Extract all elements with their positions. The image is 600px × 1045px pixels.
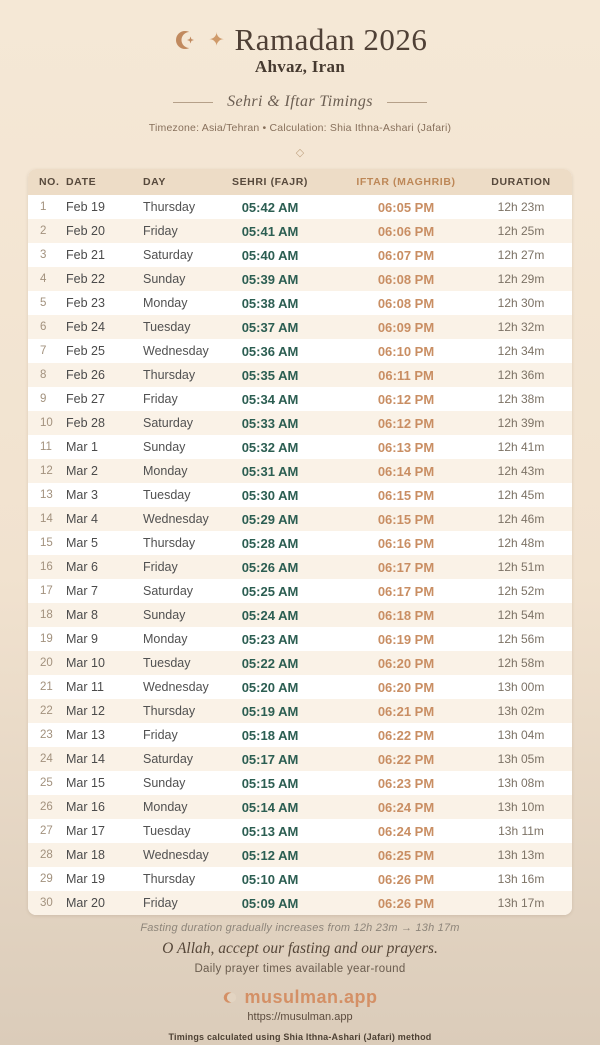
timings-table-body — [28, 195, 572, 915]
row-number: 6 — [40, 321, 47, 333]
table-row — [28, 411, 572, 435]
row-iftar-time: 06:14 PM — [377, 463, 435, 479]
row-date: Feb 23 — [66, 296, 105, 310]
row-number: 12 — [40, 465, 53, 477]
row-iftar-time: 06:17 PM — [377, 583, 435, 599]
table-header — [28, 169, 572, 195]
row-day: Monday — [143, 464, 188, 478]
row-sehri-time: 05:18 AM — [241, 727, 299, 743]
row-duration: 12h 56m — [497, 632, 545, 646]
row-day: Monday — [143, 632, 188, 646]
divider-line — [387, 102, 427, 103]
row-iftar-time: 06:20 PM — [377, 655, 435, 671]
row-iftar-time: 06:24 PM — [377, 823, 435, 839]
row-date: Mar 8 — [66, 608, 98, 622]
row-number: 25 — [40, 777, 53, 789]
table-row — [28, 531, 572, 555]
row-date: Mar 18 — [66, 848, 105, 862]
row-iftar-time: 06:07 PM — [377, 247, 435, 263]
row-duration: 12h 27m — [497, 248, 545, 262]
table-row — [28, 363, 572, 387]
table-row — [28, 219, 572, 243]
timings-table-card — [28, 169, 572, 915]
row-number: 19 — [40, 633, 53, 645]
row-number: 21 — [40, 681, 53, 693]
fasting-duration-note: Fasting duration gradually increases from 12h 23m → 13h 17m — [140, 922, 460, 934]
row-iftar-time: 06:24 PM — [377, 799, 435, 815]
table-row — [28, 459, 572, 483]
row-number: 3 — [40, 249, 47, 261]
row-number: 15 — [40, 537, 53, 549]
row-sehri-time: 05:42 AM — [241, 199, 299, 215]
row-duration: 13h 00m — [497, 680, 545, 694]
table-row — [28, 555, 572, 579]
row-iftar-time: 06:09 PM — [377, 319, 435, 335]
row-date: Mar 6 — [66, 560, 98, 574]
row-iftar-time: 06:08 PM — [377, 271, 435, 287]
row-day: Sunday — [143, 272, 186, 286]
row-date: Feb 20 — [66, 224, 105, 238]
row-day: Monday — [143, 800, 188, 814]
column-header-sehri: SEHRI (FAJR) — [214, 169, 326, 195]
row-sehri-time: 05:24 AM — [241, 607, 299, 623]
row-iftar-time: 06:26 PM — [377, 895, 435, 911]
row-duration: 12h 52m — [497, 584, 545, 598]
row-iftar-time: 06:22 PM — [377, 751, 435, 767]
table-row — [28, 267, 572, 291]
row-number: 24 — [40, 753, 53, 765]
row-iftar-time: 06:16 PM — [377, 535, 435, 551]
table-row — [28, 579, 572, 603]
row-number: 16 — [40, 561, 53, 573]
row-day: Friday — [143, 896, 178, 910]
row-duration: 12h 32m — [497, 320, 545, 334]
row-iftar-time: 06:22 PM — [377, 727, 435, 743]
row-iftar-time: 06:25 PM — [377, 847, 435, 863]
row-iftar-time: 06:06 PM — [377, 223, 435, 239]
availability-note: Daily prayer times available year-round — [194, 963, 406, 975]
row-day: Thursday — [143, 872, 196, 886]
row-number: 9 — [40, 393, 47, 405]
sparkle-icon: ✦ — [208, 30, 225, 51]
diamond-ornament-icon: ◇ — [295, 147, 305, 159]
row-iftar-time: 06:11 PM — [378, 367, 434, 383]
row-sehri-time: 05:31 AM — [241, 463, 299, 479]
row-sehri-time: 05:26 AM — [241, 559, 299, 575]
row-date: Mar 15 — [66, 776, 105, 790]
row-sehri-time: 05:25 AM — [241, 583, 299, 599]
table-row — [28, 603, 572, 627]
row-iftar-time: 06:15 PM — [377, 487, 435, 503]
row-duration: 13h 11m — [498, 824, 544, 838]
row-number: 8 — [40, 369, 47, 381]
row-number: 18 — [40, 609, 53, 621]
row-date: Feb 24 — [66, 320, 105, 334]
row-day: Saturday — [143, 416, 194, 430]
row-date: Feb 27 — [66, 392, 105, 406]
row-day: Thursday — [143, 368, 196, 382]
table-row — [28, 339, 572, 363]
calculation-method-note: Timings calculated using Shia Ithna-Ashari (Jafari) method — [168, 1032, 432, 1042]
row-date: Mar 12 — [66, 704, 105, 718]
brand-name: musulman.app — [244, 987, 378, 1007]
page-header — [0, 0, 600, 159]
row-day: Sunday — [143, 776, 186, 790]
row-duration: 12h 58m — [497, 656, 545, 670]
row-duration: 13h 04m — [497, 728, 545, 742]
row-iftar-time: 06:19 PM — [377, 631, 435, 647]
row-number: 7 — [40, 345, 47, 357]
row-sehri-time: 05:19 AM — [241, 703, 299, 719]
row-date: Feb 22 — [66, 272, 105, 286]
row-iftar-time: 06:15 PM — [377, 511, 435, 527]
row-date: Mar 11 — [66, 680, 104, 694]
row-sehri-time: 05:30 AM — [241, 487, 299, 503]
table-row — [28, 627, 572, 651]
row-date: Mar 7 — [66, 584, 98, 598]
row-date: Mar 14 — [66, 752, 105, 766]
row-number: 2 — [40, 225, 47, 237]
row-number: 27 — [40, 825, 53, 837]
row-sehri-time: 05:14 AM — [241, 799, 299, 815]
row-duration: 12h 36m — [497, 368, 545, 382]
row-duration: 13h 17m — [497, 896, 545, 910]
table-row — [28, 651, 572, 675]
row-number: 26 — [40, 801, 53, 813]
row-duration: 12h 54m — [497, 608, 545, 622]
timezone-calculation-meta: Timezone: Asia/Tehran • Calculation: Shia Ithna-Ashari (Jafari) — [148, 122, 452, 134]
row-number: 17 — [40, 585, 53, 597]
row-number: 14 — [40, 513, 53, 525]
row-duration: 12h 30m — [497, 296, 545, 310]
row-sehri-time: 05:20 AM — [241, 679, 299, 695]
row-sehri-time: 05:32 AM — [241, 439, 299, 455]
row-duration: 13h 10m — [497, 800, 545, 814]
row-iftar-time: 06:21 PM — [377, 703, 435, 719]
row-duration: 13h 13m — [497, 848, 545, 862]
row-sehri-time: 05:37 AM — [241, 319, 299, 335]
row-iftar-time: 06:12 PM — [377, 391, 435, 407]
row-day: Saturday — [143, 752, 194, 766]
row-day: Sunday — [143, 608, 186, 622]
row-date: Mar 13 — [66, 728, 105, 742]
row-duration: 12h 46m — [497, 512, 545, 526]
column-header-iftar: IFTAR (MAGHRIB) — [326, 169, 486, 195]
row-number: 22 — [40, 705, 53, 717]
row-sehri-time: 05:39 AM — [241, 271, 299, 287]
row-iftar-time: 06:13 PM — [377, 439, 435, 455]
table-row — [28, 771, 572, 795]
row-duration: 12h 45m — [497, 488, 545, 502]
row-day: Saturday — [143, 248, 194, 262]
table-row — [28, 387, 572, 411]
row-day: Friday — [143, 728, 178, 742]
row-iftar-time: 06:05 PM — [377, 199, 435, 215]
column-header-date: DATE — [66, 169, 143, 195]
row-day: Wednesday — [143, 344, 209, 358]
row-duration: 12h 39m — [497, 416, 545, 430]
row-duration: 12h 48m — [497, 536, 545, 550]
column-header-day: DAY — [143, 169, 214, 195]
row-sehri-time: 05:29 AM — [241, 511, 299, 527]
row-day: Thursday — [143, 200, 196, 214]
table-row — [28, 795, 572, 819]
row-number: 11 — [40, 441, 52, 453]
row-date: Mar 5 — [66, 536, 98, 550]
row-iftar-time: 06:23 PM — [377, 775, 435, 791]
row-iftar-time: 06:18 PM — [377, 607, 435, 623]
row-day: Friday — [143, 392, 178, 406]
row-sehri-time: 05:33 AM — [241, 415, 299, 431]
row-date: Feb 21 — [66, 248, 105, 262]
row-number: 13 — [40, 489, 53, 501]
column-header-no: NO. — [28, 169, 66, 195]
row-day: Saturday — [143, 584, 194, 598]
row-date: Mar 19 — [66, 872, 105, 886]
table-row — [28, 843, 572, 867]
row-sehri-time: 05:22 AM — [241, 655, 299, 671]
row-number: 30 — [40, 897, 53, 909]
timings-table — [28, 169, 572, 915]
row-date: Mar 9 — [66, 632, 98, 646]
row-day: Wednesday — [143, 848, 209, 862]
row-day: Thursday — [143, 704, 196, 718]
table-row — [28, 675, 572, 699]
table-row — [28, 483, 572, 507]
brand-url: https://musulman.app — [247, 1011, 353, 1023]
row-duration: 13h 08m — [497, 776, 545, 790]
row-duration: 12h 41m — [497, 440, 545, 454]
row-date: Feb 25 — [66, 344, 105, 358]
row-duration: 12h 38m — [497, 392, 545, 406]
dua-text: O Allah, accept our fasting and our prayers. — [162, 940, 438, 957]
row-day: Friday — [143, 560, 178, 574]
table-row — [28, 867, 572, 891]
subtitle: Sehri & Iftar Timings — [227, 93, 373, 110]
row-sehri-time: 05:35 AM — [241, 367, 299, 383]
row-number: 20 — [40, 657, 53, 669]
row-iftar-time: 06:08 PM — [377, 295, 435, 311]
row-sehri-time: 05:40 AM — [241, 247, 299, 263]
row-number: 10 — [40, 417, 53, 429]
row-duration: 12h 29m — [497, 272, 545, 286]
row-day: Tuesday — [143, 320, 191, 334]
row-date: Mar 17 — [66, 824, 105, 838]
table-row — [28, 291, 572, 315]
row-sehri-time: 05:09 AM — [241, 895, 299, 911]
row-number: 1 — [40, 201, 47, 213]
row-day: Monday — [143, 296, 188, 310]
row-sehri-time: 05:12 AM — [241, 847, 299, 863]
row-iftar-time: 06:17 PM — [377, 559, 435, 575]
subtitle-divider — [0, 93, 600, 111]
row-sehri-time: 05:28 AM — [241, 535, 299, 551]
row-duration: 12h 51m — [497, 560, 545, 574]
row-iftar-time: 06:26 PM — [377, 871, 435, 887]
row-iftar-time: 06:10 PM — [377, 343, 435, 359]
row-date: Mar 2 — [66, 464, 98, 478]
row-sehri-time: 05:36 AM — [241, 343, 299, 359]
row-date: Mar 16 — [66, 800, 105, 814]
row-number: 29 — [40, 873, 53, 885]
location-label: Ahvaz, Iran — [254, 57, 346, 76]
row-sehri-time: 05:34 AM — [241, 391, 299, 407]
page-title: Ramadan 2026 — [234, 22, 428, 57]
table-row — [28, 747, 572, 771]
row-number: 28 — [40, 849, 53, 861]
row-day: Thursday — [143, 536, 196, 550]
crescent-moon-icon — [173, 27, 199, 53]
row-sehri-time: 05:17 AM — [241, 751, 299, 767]
row-iftar-time: 06:20 PM — [377, 679, 435, 695]
row-sehri-time: 05:13 AM — [241, 823, 299, 839]
row-number: 5 — [40, 297, 47, 309]
row-number: 4 — [40, 273, 47, 285]
row-date: Mar 1 — [66, 440, 98, 454]
row-sehri-time: 05:38 AM — [241, 295, 299, 311]
title-row — [0, 24, 600, 55]
row-day: Friday — [143, 224, 178, 238]
row-sehri-time: 05:41 AM — [241, 223, 299, 239]
table-row — [28, 819, 572, 843]
table-row — [28, 699, 572, 723]
row-day: Sunday — [143, 440, 186, 454]
table-row — [28, 315, 572, 339]
row-date: Mar 10 — [66, 656, 105, 670]
divider-line — [173, 102, 213, 103]
brand-row — [0, 987, 600, 1008]
row-day: Wednesday — [143, 680, 209, 694]
row-day: Tuesday — [143, 824, 191, 838]
row-iftar-time: 06:12 PM — [377, 415, 435, 431]
row-duration: 13h 02m — [497, 704, 545, 718]
row-day: Tuesday — [143, 488, 191, 502]
column-header-duration: DURATION — [486, 169, 572, 195]
table-row — [28, 435, 572, 459]
row-sehri-time: 05:10 AM — [241, 871, 299, 887]
row-duration: 13h 05m — [497, 752, 545, 766]
row-date: Mar 3 — [66, 488, 98, 502]
row-day: Tuesday — [143, 656, 191, 670]
table-row — [28, 195, 572, 219]
table-row — [28, 507, 572, 531]
row-date: Mar 20 — [66, 896, 105, 910]
row-duration: 13h 16m — [497, 872, 545, 886]
row-date: Feb 28 — [66, 416, 105, 430]
row-duration: 12h 25m — [497, 224, 545, 238]
row-sehri-time: 05:23 AM — [241, 631, 299, 647]
table-row — [28, 891, 572, 915]
row-date: Mar 4 — [66, 512, 98, 526]
table-row — [28, 723, 572, 747]
row-day: Wednesday — [143, 512, 209, 526]
row-duration: 12h 43m — [497, 464, 545, 478]
row-duration: 12h 23m — [497, 200, 545, 214]
row-date: Feb 19 — [66, 200, 105, 214]
row-sehri-time: 05:15 AM — [241, 775, 299, 791]
row-number: 23 — [40, 729, 53, 741]
row-date: Feb 26 — [66, 368, 105, 382]
row-duration: 12h 34m — [497, 344, 545, 358]
table-row — [28, 243, 572, 267]
brand-crescent-icon — [222, 990, 237, 1005]
